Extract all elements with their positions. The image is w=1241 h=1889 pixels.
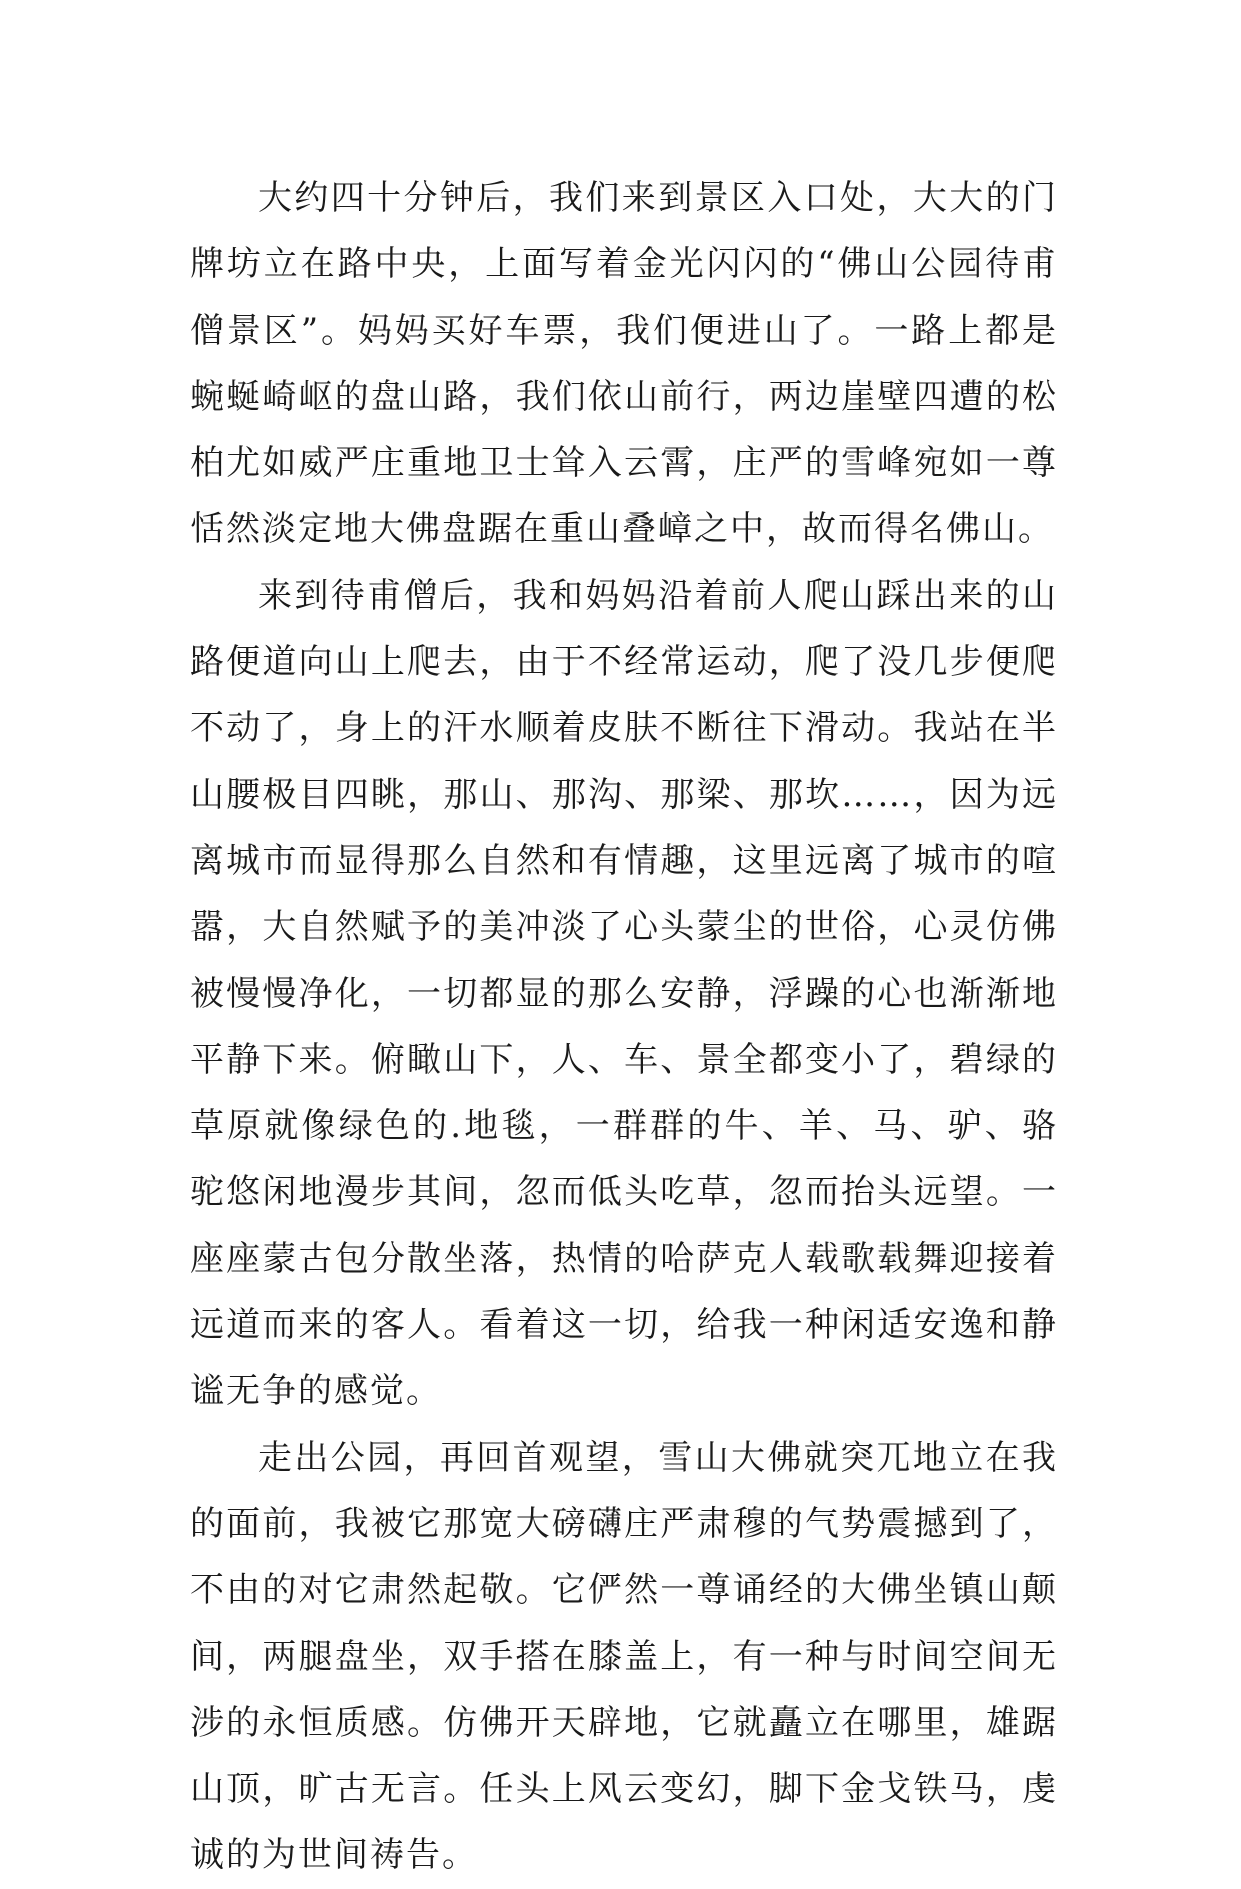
paragraph-3: 走出公园，再回首观望，雪山大佛就突兀地立在我的面前，我被它那宽大磅礴庄严肃穆的气势震撼到了，不由的对它肃然起敬。它俨然一尊诵经的大佛坐镇山颠间，两腿盘坐，双手搭在膝盖上，有一种与时间空间无涉的永恒质感。仿佛开天辟地，它就矗立在哪里，雄踞山顶，旷古无言。任头上风云变幻，脚下金戈铁马，虔诚的为世间祷告。 (190, 1437, 1058, 1876)
document-body (190, 165, 1058, 1889)
paragraph-1: 大约四十分钟后，我们来到景区入口处，大大的门牌坊立在路中央，上面写着金光闪闪的“佛山公园待甫僧景区”。妈妈买好车票，我们便进山了。一路上都是蜿蜒崎岖的盘山路，我们依山前行，两边崖壁四遭的松柏尤如威严庄重地卫士耸入云霄，庄严的雪峰宛如一尊恬然淡定地大佛盘踞在重山叠嶂之中，故而得名佛山。 (190, 178, 1058, 550)
paragraph-2: 来到待甫僧后，我和妈妈沿着前人爬山踩出来的山路便道向山上爬去，由于不经常运动，爬了没几步便爬不动了，身上的汗水顺着皮肤不断往下滑动。我站在半山腰极目四眺，那山、那沟、那梁、那坎……，因为远离城市而显得那么自然和有情趣，这里远离了城市的喧嚣，大自然赋予的美冲淡了心头蒙尘的世俗，心灵仿佛被慢慢净化，一切都显的那么安静，浮躁的心也渐渐地平静下来。俯瞰山下，人、车、景全都变小了，碧绿的草原就像绿色的.地毯，一群群的牛、羊、马、驴、骆驼悠闲地漫步其间，忽而低头吃草，忽而抬头远望。一座座蒙古包分散坐落，热情的哈萨克人载歌载舞迎接着远道而来的客人。看着这一切，给我一种闲适安逸和静谧无争的感觉。 (190, 575, 1058, 1412)
